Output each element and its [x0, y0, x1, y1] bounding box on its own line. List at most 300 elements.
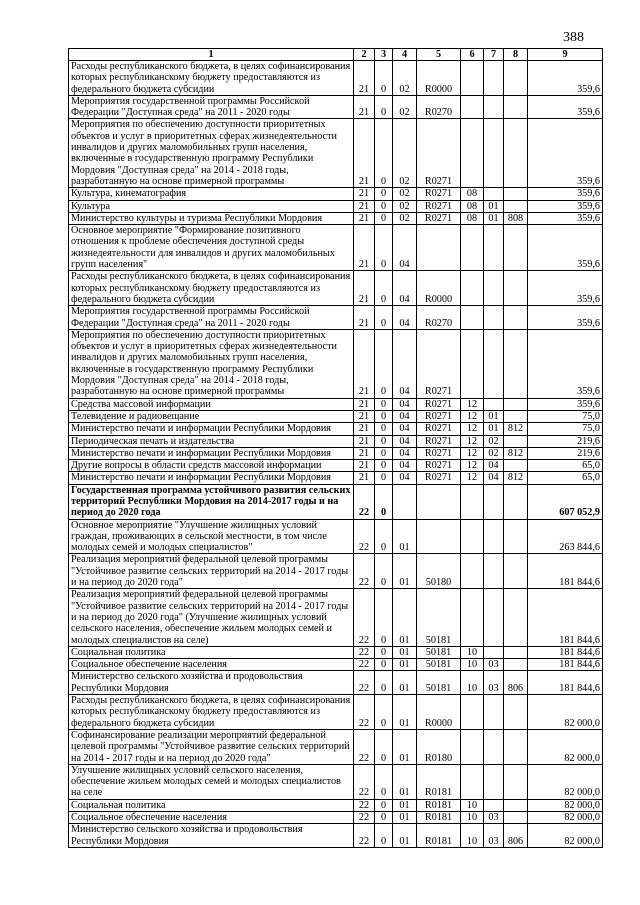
- code-section: 12: [461, 460, 484, 472]
- code-subsection: [484, 271, 504, 306]
- code-program: 22: [354, 484, 375, 519]
- row-name: Расходы республиканского бюджета, в целях софинансирования которых республиканскому бюджету предоставляются из федерального бюджета субсидии: [69, 271, 354, 306]
- code-department: [504, 554, 528, 589]
- row-name: Социальное обеспечение населения: [69, 812, 354, 824]
- code-section: [461, 554, 484, 589]
- row-name: Основное мероприятие "Формирование позитивного отношения к проблеме обеспечения доступной среды жизнедеятельности для инвалидов и других маломобильных групп населения": [69, 225, 354, 271]
- code-event: 04: [393, 447, 417, 459]
- code-subsection: [484, 306, 504, 330]
- code-event: 01: [393, 519, 417, 554]
- code-department: [504, 188, 528, 200]
- row-name: Периодическая печать и издательства: [69, 435, 354, 447]
- code-subsection: 02: [484, 435, 504, 447]
- code-subsection: [484, 484, 504, 519]
- code-department: [504, 460, 528, 472]
- code-program: 21: [354, 423, 375, 435]
- code-direction: R0000: [417, 695, 461, 730]
- row-name: Министерство культуры и туризма Республики Мордовия: [69, 212, 354, 224]
- code-direction: 50181: [417, 646, 461, 658]
- table-row: [69, 671, 603, 695]
- row-amount: 359,6: [528, 61, 603, 96]
- code-program: 22: [354, 695, 375, 730]
- table-row: [69, 695, 603, 730]
- code-event: 04: [393, 410, 417, 422]
- code-department: [504, 764, 528, 799]
- code-event: 04: [393, 329, 417, 398]
- code-subprogram: 0: [375, 695, 393, 730]
- code-event: 02: [393, 95, 417, 119]
- code-subprogram: 0: [375, 812, 393, 824]
- code-event: 02: [393, 200, 417, 212]
- code-program: 21: [354, 410, 375, 422]
- row-name: Мероприятия государственной программы Российской Федерации "Доступная среда" на 2011 - 2020 годы: [69, 306, 354, 330]
- code-direction: R0270: [417, 95, 461, 119]
- row-name: Министерство печати и информации Республики Мордовия: [69, 472, 354, 484]
- row-name: Улучшение жилищных условий сельского населения, обеспечение жильем молодых семей и молодых специалистов на селе: [69, 764, 354, 799]
- row-amount: 607 052,9: [528, 484, 603, 519]
- code-subsection: 03: [484, 671, 504, 695]
- code-department: [504, 306, 528, 330]
- code-direction: R0271: [417, 435, 461, 447]
- column-header: 3: [375, 49, 393, 61]
- code-direction: R0271: [417, 472, 461, 484]
- code-direction: 50181: [417, 589, 461, 646]
- row-amount: 359,6: [528, 225, 603, 271]
- table-row: [69, 188, 603, 200]
- code-section: 10: [461, 646, 484, 658]
- code-subprogram: 0: [375, 119, 393, 188]
- code-subsection: 01: [484, 410, 504, 422]
- row-name: Телевидение и радиовещание: [69, 410, 354, 422]
- code-section: [461, 306, 484, 330]
- code-department: [504, 119, 528, 188]
- column-header: 7: [484, 49, 504, 61]
- row-amount: 65,0: [528, 472, 603, 484]
- code-department: [504, 812, 528, 824]
- row-name: Культура: [69, 200, 354, 212]
- code-section: [461, 589, 484, 646]
- column-header: 5: [417, 49, 461, 61]
- code-section: 12: [461, 472, 484, 484]
- code-department: 806: [504, 671, 528, 695]
- code-subprogram: 0: [375, 447, 393, 459]
- table-row: [69, 589, 603, 646]
- code-subsection: [484, 729, 504, 764]
- table-row: [69, 95, 603, 119]
- table-row: [69, 519, 603, 554]
- code-event: 01: [393, 729, 417, 764]
- code-department: [504, 484, 528, 519]
- code-subprogram: 0: [375, 200, 393, 212]
- code-subsection: [484, 695, 504, 730]
- code-program: 21: [354, 447, 375, 459]
- row-name: Основное мероприятие "Улучшение жилищных условий граждан, проживающих в сельской местности, в том числе молодых семей и молодых специалистов": [69, 519, 354, 554]
- row-amount: 359,6: [528, 212, 603, 224]
- code-program: 21: [354, 225, 375, 271]
- code-event: 01: [393, 695, 417, 730]
- code-direction: R0181: [417, 812, 461, 824]
- code-subprogram: 0: [375, 764, 393, 799]
- code-department: 812: [504, 472, 528, 484]
- code-section: [461, 95, 484, 119]
- code-event: 02: [393, 61, 417, 96]
- code-direction: R0271: [417, 447, 461, 459]
- code-subprogram: 0: [375, 398, 393, 410]
- code-subprogram: 0: [375, 435, 393, 447]
- code-program: 22: [354, 824, 375, 848]
- code-section: 10: [461, 799, 484, 811]
- table-row: [69, 472, 603, 484]
- code-event: 04: [393, 460, 417, 472]
- code-department: [504, 435, 528, 447]
- code-subsection: 03: [484, 659, 504, 671]
- code-subprogram: 0: [375, 671, 393, 695]
- code-subsection: 01: [484, 200, 504, 212]
- table-row: [69, 212, 603, 224]
- table-row: [69, 460, 603, 472]
- column-header: 4: [393, 49, 417, 61]
- table-row: [69, 200, 603, 212]
- code-direction: 50181: [417, 659, 461, 671]
- row-name: Социальное обеспечение населения: [69, 659, 354, 671]
- row-name: Министерство сельского хозяйства и продовольствия Республики Мордовия: [69, 824, 354, 848]
- code-event: 02: [393, 119, 417, 188]
- code-section: [461, 729, 484, 764]
- table-header-row: [69, 49, 603, 61]
- code-department: [504, 271, 528, 306]
- code-direction: R0271: [417, 410, 461, 422]
- row-name: Министерство сельского хозяйства и продовольствия Республики Мордовия: [69, 671, 354, 695]
- code-event: 04: [393, 271, 417, 306]
- code-section: [461, 61, 484, 96]
- table-row: [69, 824, 603, 848]
- code-subsection: [484, 61, 504, 96]
- code-subsection: [484, 799, 504, 811]
- code-subprogram: 0: [375, 519, 393, 554]
- code-direction: R0271: [417, 398, 461, 410]
- code-subsection: 01: [484, 212, 504, 224]
- code-direction: R0271: [417, 200, 461, 212]
- code-event: 01: [393, 589, 417, 646]
- code-subsection: 02: [484, 447, 504, 459]
- table-row: [69, 447, 603, 459]
- code-subprogram: 0: [375, 306, 393, 330]
- code-program: 22: [354, 764, 375, 799]
- code-subprogram: 0: [375, 554, 393, 589]
- code-subprogram: 0: [375, 729, 393, 764]
- table-row: [69, 484, 603, 519]
- code-department: 806: [504, 824, 528, 848]
- row-name: Реализация мероприятий федеральной целевой программы "Устойчивое развитие сельских территорий на 2014 - 2017 годы и на период до 2020 года": [69, 554, 354, 589]
- row-amount: 82 000,0: [528, 764, 603, 799]
- row-name: Министерство печати и информации Республики Мордовия: [69, 447, 354, 459]
- code-subsection: 04: [484, 460, 504, 472]
- row-amount: 359,6: [528, 188, 603, 200]
- code-department: [504, 200, 528, 212]
- code-program: 22: [354, 812, 375, 824]
- code-section: [461, 519, 484, 554]
- code-subsection: [484, 225, 504, 271]
- row-amount: 359,6: [528, 398, 603, 410]
- code-department: [504, 410, 528, 422]
- code-direction: R0271: [417, 423, 461, 435]
- row-name: Расходы республиканского бюджета, в целях софинансирования которых республиканскому бюджету предоставляются из федерального бюджета субсидии: [69, 61, 354, 96]
- code-subprogram: 0: [375, 589, 393, 646]
- code-section: [461, 119, 484, 188]
- code-direction: [417, 225, 461, 271]
- code-subprogram: 0: [375, 61, 393, 96]
- row-amount: 263 844,6: [528, 519, 603, 554]
- code-direction: R0271: [417, 188, 461, 200]
- row-name: Социальная политика: [69, 799, 354, 811]
- code-program: 21: [354, 329, 375, 398]
- code-event: 04: [393, 225, 417, 271]
- code-section: 10: [461, 659, 484, 671]
- table-row: [69, 764, 603, 799]
- table-row: [69, 799, 603, 811]
- row-name: Мероприятия государственной программы Российской Федерации "Доступная среда" на 2011 - 2020 годы: [69, 95, 354, 119]
- row-amount: 181 844,6: [528, 671, 603, 695]
- code-section: 10: [461, 824, 484, 848]
- code-subsection: [484, 188, 504, 200]
- code-department: [504, 589, 528, 646]
- code-subsection: [484, 398, 504, 410]
- row-amount: 82 000,0: [528, 729, 603, 764]
- row-amount: 359,6: [528, 329, 603, 398]
- code-subprogram: 0: [375, 271, 393, 306]
- code-subsection: 03: [484, 812, 504, 824]
- code-section: [461, 225, 484, 271]
- code-section: [461, 695, 484, 730]
- row-amount: 359,6: [528, 200, 603, 212]
- code-subprogram: 0: [375, 646, 393, 658]
- row-name: Государственная программа устойчивого развития сельских территорий Республики Мордовия на 2014-2017 годы и на период до 2020 года: [69, 484, 354, 519]
- code-section: [461, 484, 484, 519]
- code-program: 21: [354, 61, 375, 96]
- column-header: 6: [461, 49, 484, 61]
- code-program: 22: [354, 589, 375, 646]
- row-name: Мероприятия по обеспечению доступности приоритетных объектов и услуг в приоритетных сферах жизнедеятельности инвалидов и других маломобильных групп населения, включенные в государственную программу Республики Мордовия "Доступная среда" на 2014 - 2018 годы, разработанную на основе примерной программы: [69, 329, 354, 398]
- code-program: 22: [354, 799, 375, 811]
- code-event: 02: [393, 188, 417, 200]
- column-header: 1: [69, 49, 354, 61]
- row-name: Социальная политика: [69, 646, 354, 658]
- code-program: 21: [354, 212, 375, 224]
- table-row: [69, 554, 603, 589]
- row-amount: 219,6: [528, 435, 603, 447]
- code-program: 22: [354, 554, 375, 589]
- table-row: [69, 225, 603, 271]
- row-amount: 75,0: [528, 410, 603, 422]
- code-direction: R0000: [417, 61, 461, 96]
- column-header: 9: [528, 49, 603, 61]
- code-section: 08: [461, 200, 484, 212]
- code-subsection: [484, 764, 504, 799]
- code-event: 01: [393, 812, 417, 824]
- code-subprogram: 0: [375, 410, 393, 422]
- table-row: [69, 271, 603, 306]
- table-row: [69, 119, 603, 188]
- code-event: 02: [393, 212, 417, 224]
- code-section: [461, 329, 484, 398]
- code-direction: R0000: [417, 271, 461, 306]
- code-program: 22: [354, 671, 375, 695]
- code-subsection: [484, 519, 504, 554]
- code-direction: R0271: [417, 460, 461, 472]
- code-subsection: 04: [484, 472, 504, 484]
- code-subprogram: 0: [375, 659, 393, 671]
- code-section: 08: [461, 188, 484, 200]
- code-event: 01: [393, 764, 417, 799]
- code-subsection: [484, 119, 504, 188]
- code-program: 22: [354, 659, 375, 671]
- code-event: 01: [393, 646, 417, 658]
- code-event: 04: [393, 423, 417, 435]
- row-name: Культура, кинематография: [69, 188, 354, 200]
- code-section: [461, 764, 484, 799]
- code-subprogram: 0: [375, 484, 393, 519]
- row-amount: 359,6: [528, 95, 603, 119]
- code-section: [461, 271, 484, 306]
- table-row: [69, 410, 603, 422]
- row-amount: 82 000,0: [528, 812, 603, 824]
- code-program: 21: [354, 271, 375, 306]
- code-department: [504, 799, 528, 811]
- table-row: [69, 306, 603, 330]
- table-row: [69, 435, 603, 447]
- code-subsection: [484, 589, 504, 646]
- code-direction: R0181: [417, 824, 461, 848]
- row-amount: 359,6: [528, 119, 603, 188]
- code-section: 10: [461, 671, 484, 695]
- code-department: 812: [504, 423, 528, 435]
- code-department: [504, 659, 528, 671]
- code-program: 21: [354, 460, 375, 472]
- code-section: 12: [461, 398, 484, 410]
- code-section: 12: [461, 423, 484, 435]
- table-row: [69, 329, 603, 398]
- code-subsection: [484, 329, 504, 398]
- code-direction: R0181: [417, 764, 461, 799]
- column-header: 2: [354, 49, 375, 61]
- table-row: [69, 646, 603, 658]
- code-subsection: 01: [484, 423, 504, 435]
- code-program: 22: [354, 519, 375, 554]
- code-program: 21: [354, 435, 375, 447]
- code-program: 21: [354, 95, 375, 119]
- code-subprogram: 0: [375, 824, 393, 848]
- code-department: [504, 729, 528, 764]
- code-department: [504, 695, 528, 730]
- code-department: [504, 225, 528, 271]
- code-subprogram: 0: [375, 799, 393, 811]
- code-program: 21: [354, 119, 375, 188]
- row-amount: 82 000,0: [528, 695, 603, 730]
- row-name: Средства массовой информации: [69, 398, 354, 410]
- code-event: 01: [393, 824, 417, 848]
- code-subprogram: 0: [375, 423, 393, 435]
- row-amount: 181 844,6: [528, 554, 603, 589]
- code-direction: R0271: [417, 329, 461, 398]
- code-direction: [417, 519, 461, 554]
- code-subprogram: 0: [375, 188, 393, 200]
- code-subsection: [484, 554, 504, 589]
- code-direction: R0271: [417, 119, 461, 188]
- code-program: 21: [354, 188, 375, 200]
- code-direction: R0180: [417, 729, 461, 764]
- row-name: Расходы республиканского бюджета, в целях софинансирования которых республиканскому бюджету предоставляются из федерального бюджета субсидии: [69, 695, 354, 730]
- row-amount: 181 844,6: [528, 646, 603, 658]
- column-header: 8: [504, 49, 528, 61]
- code-event: 04: [393, 398, 417, 410]
- code-department: 808: [504, 212, 528, 224]
- table-row: [69, 398, 603, 410]
- row-amount: 219,6: [528, 447, 603, 459]
- row-amount: 359,6: [528, 271, 603, 306]
- row-amount: 82 000,0: [528, 824, 603, 848]
- code-event: 01: [393, 659, 417, 671]
- code-department: [504, 61, 528, 96]
- row-amount: 359,6: [528, 306, 603, 330]
- code-department: [504, 398, 528, 410]
- code-section: 12: [461, 410, 484, 422]
- code-subprogram: 0: [375, 472, 393, 484]
- code-event: 04: [393, 472, 417, 484]
- code-direction: 50180: [417, 554, 461, 589]
- code-event: [393, 484, 417, 519]
- code-section: 12: [461, 435, 484, 447]
- code-event: 01: [393, 554, 417, 589]
- code-subprogram: 0: [375, 95, 393, 119]
- code-event: 04: [393, 306, 417, 330]
- row-name: Мероприятия по обеспечению доступности приоритетных объектов и услуг в приоритетных сферах жизнедеятельности инвалидов и других маломобильных групп населения, включенные в государственную программу Республики Мордовия "Доступная среда" на 2014 - 2018 годы, разработанную на основе примерной программы: [69, 119, 354, 188]
- code-section: 08: [461, 212, 484, 224]
- code-program: 22: [354, 729, 375, 764]
- code-program: 21: [354, 398, 375, 410]
- code-program: 21: [354, 200, 375, 212]
- row-name: Другие вопросы в области средств массовой информации: [69, 460, 354, 472]
- table-row: [69, 729, 603, 764]
- code-program: 21: [354, 472, 375, 484]
- code-department: [504, 329, 528, 398]
- code-direction: R0181: [417, 799, 461, 811]
- code-section: 12: [461, 447, 484, 459]
- code-direction: 50181: [417, 671, 461, 695]
- code-subprogram: 0: [375, 212, 393, 224]
- code-program: 22: [354, 646, 375, 658]
- code-event: 04: [393, 435, 417, 447]
- code-subsection: 03: [484, 824, 504, 848]
- code-section: 10: [461, 812, 484, 824]
- budget-table: [68, 48, 603, 848]
- code-subprogram: 0: [375, 329, 393, 398]
- code-subprogram: 0: [375, 460, 393, 472]
- code-program: 21: [354, 306, 375, 330]
- row-amount: 181 844,6: [528, 659, 603, 671]
- row-name: Министерство печати и информации Республики Мордовия: [69, 423, 354, 435]
- code-direction: R0270: [417, 306, 461, 330]
- table-row: [69, 659, 603, 671]
- table-row: [69, 61, 603, 96]
- code-event: 01: [393, 799, 417, 811]
- code-subsection: [484, 95, 504, 119]
- code-subsection: [484, 646, 504, 658]
- code-department: 812: [504, 447, 528, 459]
- page-number: 388: [563, 30, 584, 45]
- row-amount: 181 844,6: [528, 589, 603, 646]
- code-department: [504, 646, 528, 658]
- row-name: Реализация мероприятий федеральной целевой программы "Устойчивое развитие сельских территорий на 2014 - 2017 годы и на период до 2020 года" (Улучшение жилищных условий сельского населения, обеспечение жильем молодых семей и молодых специалистов на селе): [69, 589, 354, 646]
